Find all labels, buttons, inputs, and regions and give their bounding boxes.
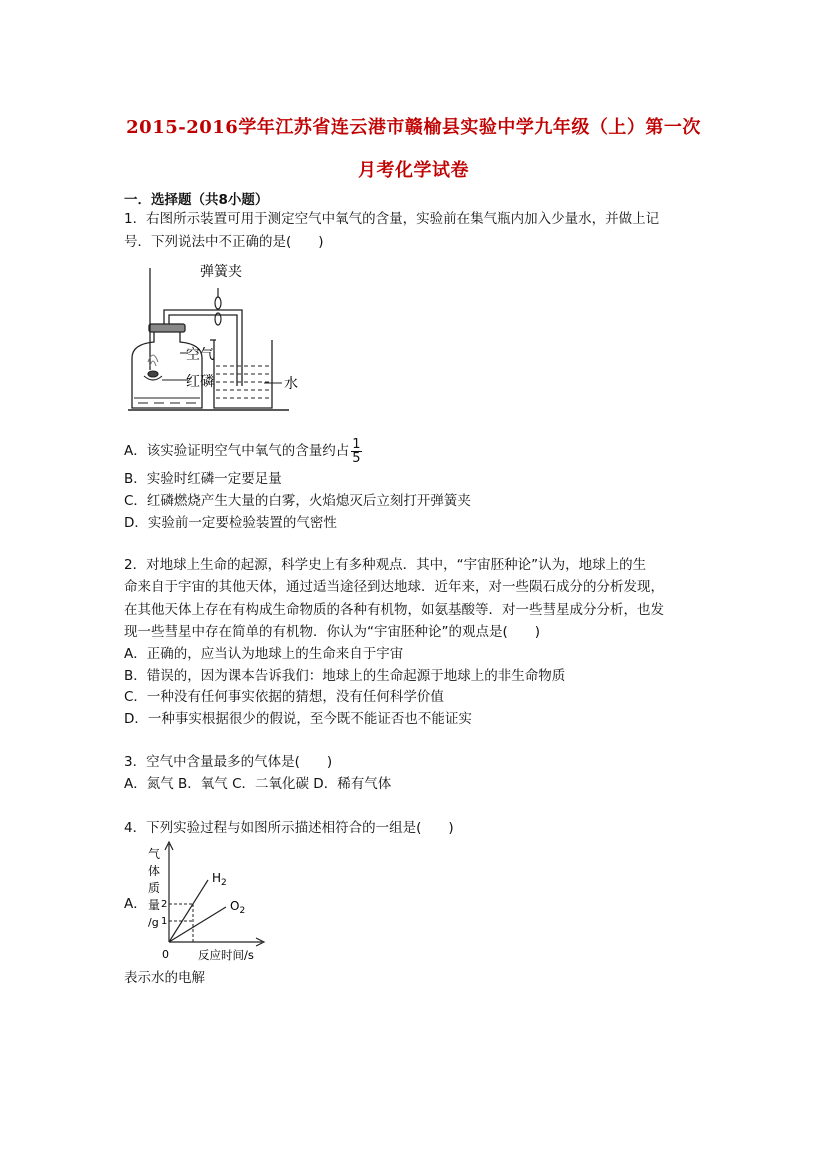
q2-option-c: C．一种没有任何事实依据的猜想，没有任何科学价值 [124, 689, 444, 705]
clip-label: 弹簧夹 [200, 264, 242, 280]
section-heading: 一．选择题（共8小题） [124, 192, 269, 208]
line-h2 [169, 880, 208, 942]
q1-option-b: B．实验时红磷一定要足量 [124, 471, 282, 487]
exam-title-line2: 月考化学试卷 [358, 160, 469, 181]
origin-label: 0 [162, 948, 169, 961]
q2-stem-line4: 现一些彗星中存在简单的有机物．你认为“宇宙胚种论”的观点是( ) [124, 624, 541, 640]
q2-option-a: A．正确的，应当认为地球上的生命来自于宇宙 [124, 646, 404, 662]
air-label: 空气 [186, 347, 214, 363]
burning-spoon [144, 355, 162, 380]
beaker-water [216, 366, 270, 398]
q1-stem-line2: 号．下列说法中不正确的是( ) [124, 234, 324, 250]
exam-title-line1: 2015-2016学年江苏省连云港市赣榆县实验中学九年级（上）第一次 [126, 117, 701, 138]
label-h2-main: H [212, 871, 222, 885]
q1-apparatus-figure [124, 258, 324, 418]
tick-1: 1 [161, 916, 168, 927]
q1-stem-line1: 1．右图所示装置可用于测定空气中氧气的含量，实验前在集气瓶内加入少量水，并做上记 [124, 211, 660, 227]
fraction-one-fifth [351, 438, 361, 465]
y-label-char-2: 体 [148, 864, 161, 878]
q2-stem-line3: 在其他天体上存在有构成生命物质的各种有机物，如氨基酸等．对一些彗星成分分析，也发 [124, 602, 664, 618]
tick-2: 2 [161, 899, 168, 910]
label-h2 [212, 871, 227, 888]
y-label-char-3: 质 [148, 881, 161, 895]
label-o2-main: O [230, 899, 240, 913]
y-label-char-1: 气 [148, 847, 161, 861]
spring-clip [215, 288, 221, 325]
q4-option-a-label: A． [124, 896, 147, 912]
q2-option-d: D．一种事实根据很少的假说，至今既不能证否也不能证实 [124, 711, 472, 727]
label-o2-sub: 2 [239, 906, 246, 916]
q4-caption: 表示水的电解 [124, 970, 205, 986]
q3-stem: 3．空气中含量最多的气体是( ) [124, 754, 333, 770]
fraction-numerator: 1 [352, 436, 361, 452]
label-h2-sub: 2 [221, 878, 227, 888]
line-o2 [169, 907, 226, 942]
water-label: 水 [284, 376, 298, 392]
y-label-char-4: 量 [148, 898, 161, 912]
q1-option-c: C．红磷燃烧产生大量的白雾，火焰熄灭后立刻打开弹簧夹 [124, 493, 471, 509]
q2-stem-line1: 2．对地球上生命的起源，科学史上有多种观点．其中，“宇宙胚种论”认为，地球上的生 [124, 557, 647, 573]
q1-option-a-text: A．该实验证明空气中氧气的含量约占 [124, 443, 350, 459]
q1-option-a [124, 434, 362, 468]
phosphorus-label: 红磷 [186, 374, 214, 390]
bottle-water [134, 398, 200, 403]
q4-mass-time-graph [140, 840, 280, 962]
y-unit: /g [148, 916, 159, 929]
q2-stem-line2: 命来自于宇宙的其他天体，通过适当途径到达地球．近年来，对一些陨石成分的分析发现， [124, 579, 664, 595]
q2-option-b: B．错误的，因为课本告诉我们：地球上的生命起源于地球上的非生命物质 [124, 668, 566, 684]
q4-stem: 4．下列实验过程与如图所示描述相符合的一组是( ) [124, 820, 454, 836]
label-o2 [230, 899, 245, 916]
x-axis-label: 反应时间/s [198, 948, 254, 962]
gas-collecting-bottle [132, 324, 202, 408]
fraction-denominator: 5 [352, 450, 361, 466]
q1-option-d: D．实验前一定要检验装置的气密性 [124, 515, 337, 531]
q3-options: A．氮气 B．氧气 C．二氧化碳 D．稀有气体 [124, 776, 392, 792]
